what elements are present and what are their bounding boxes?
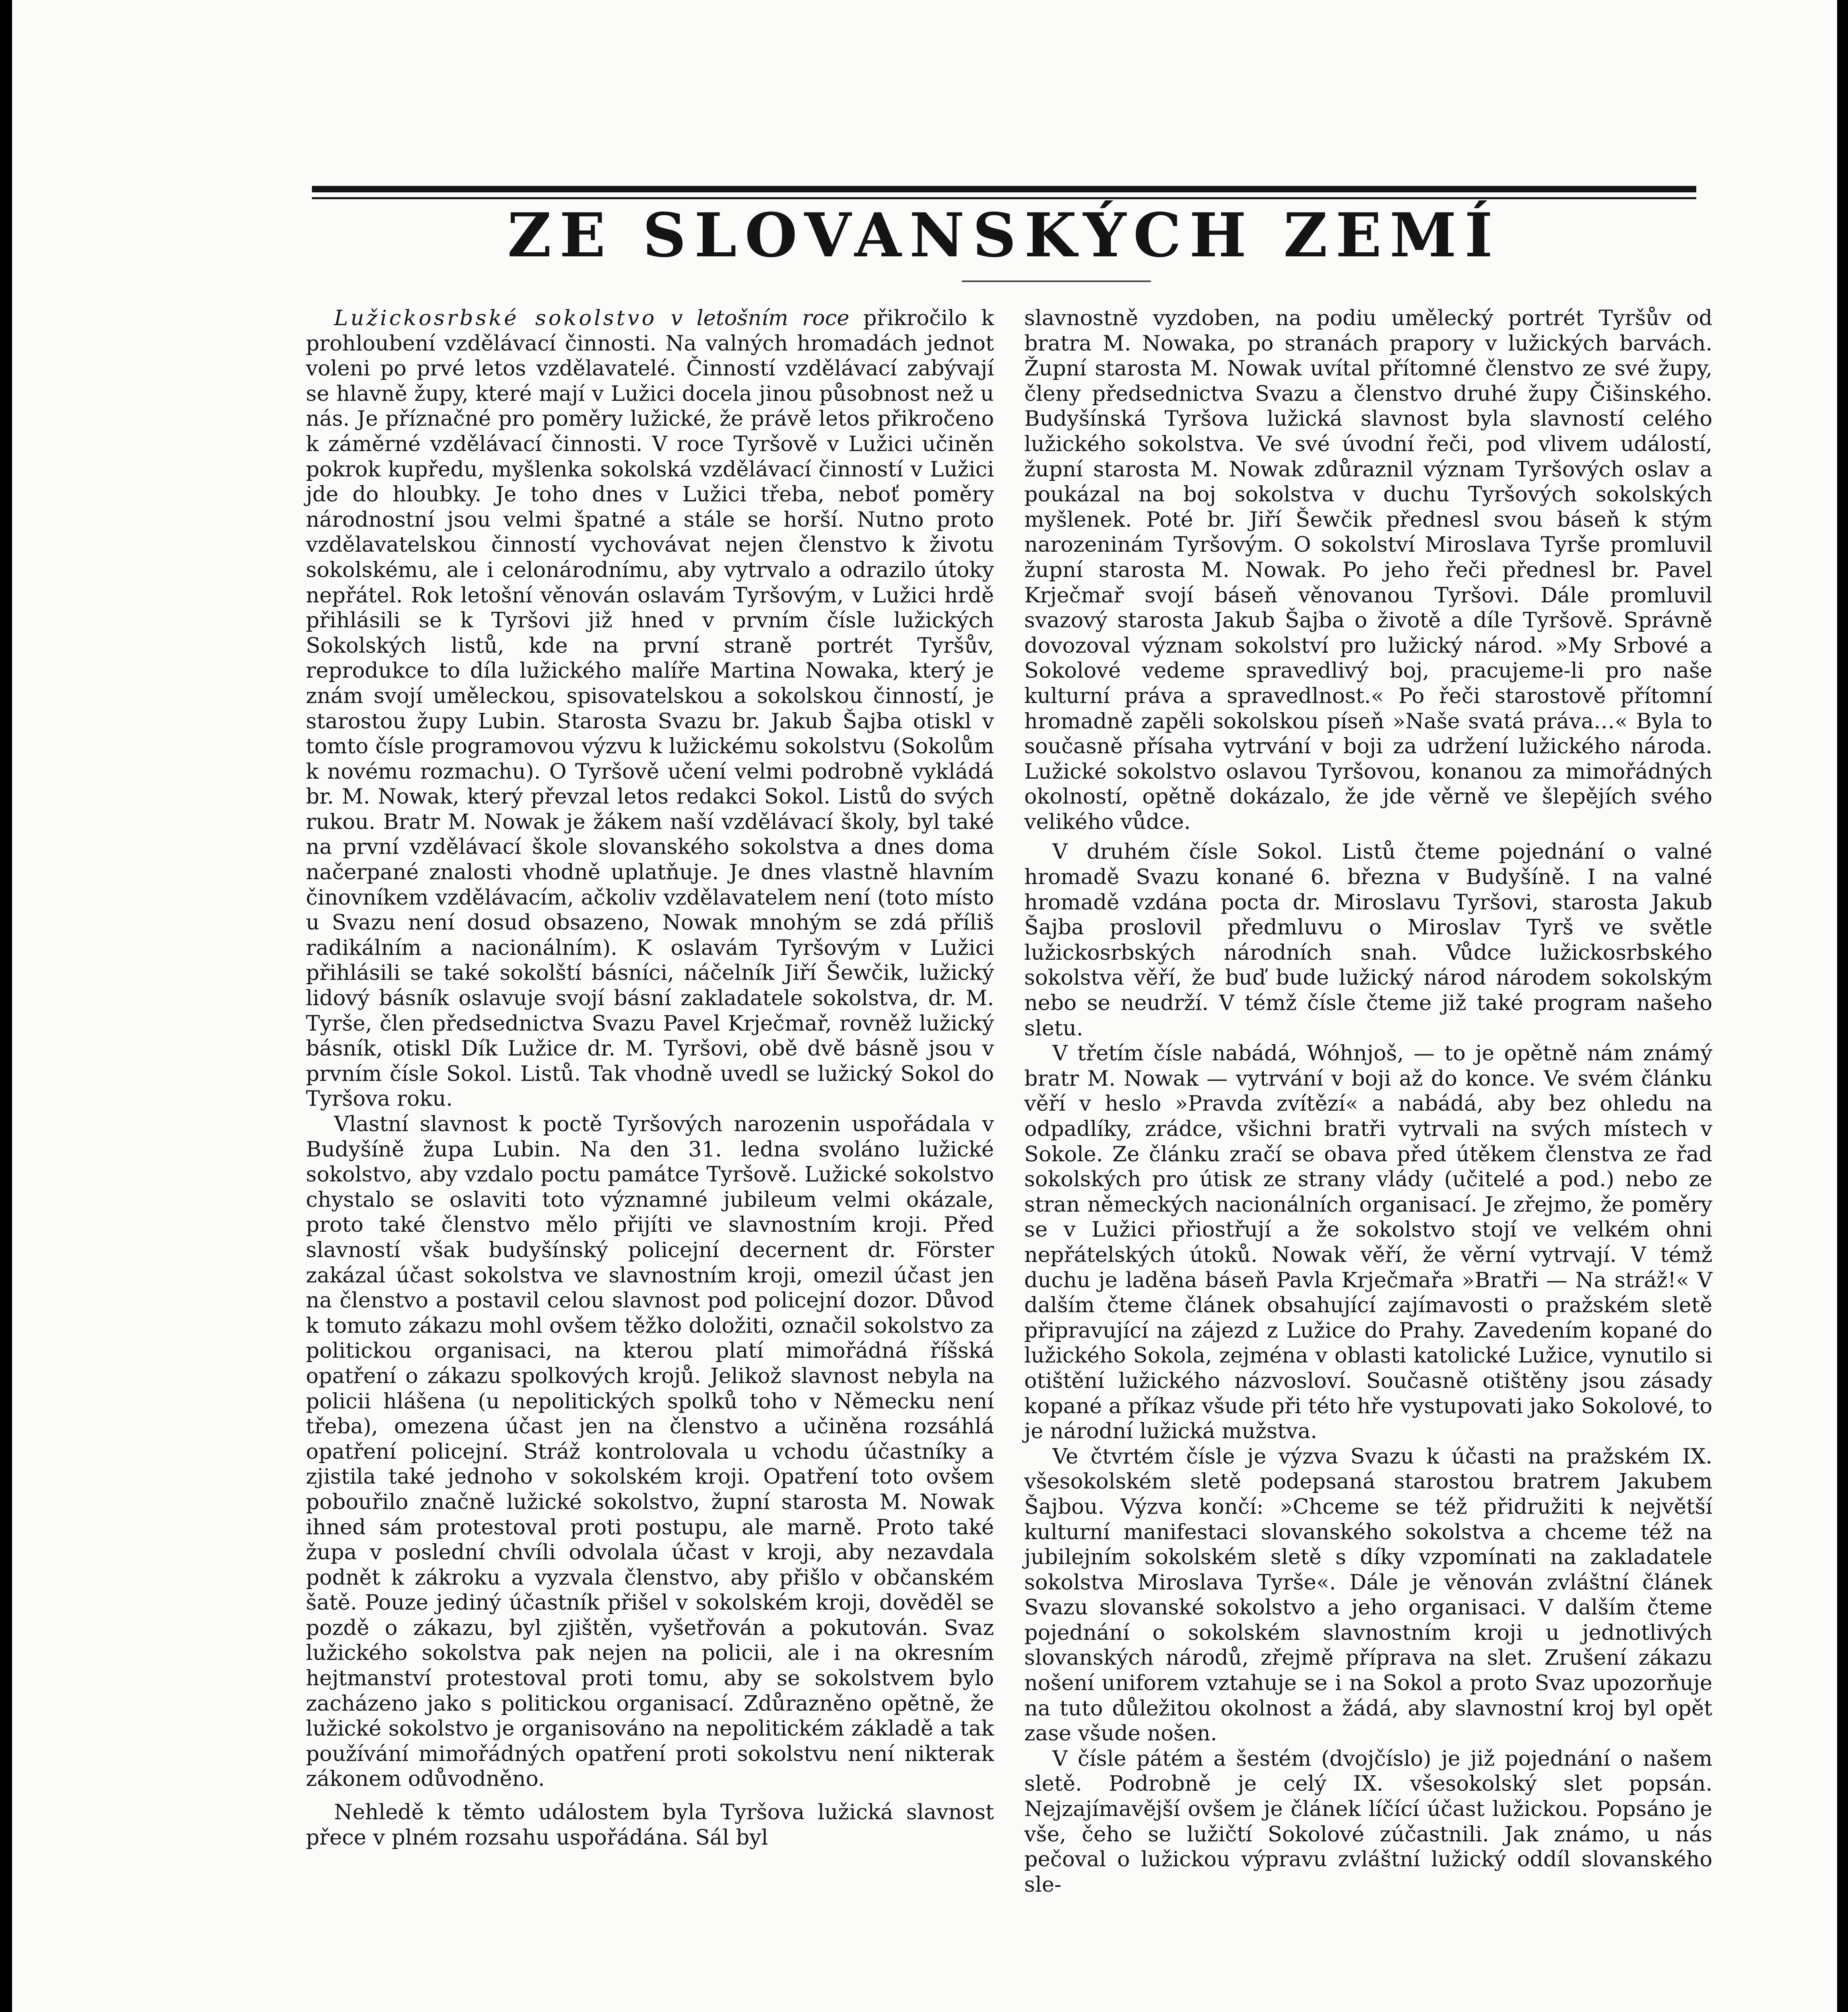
section-title: ZE SLOVANSKÝCH ZEMÍ [507, 200, 1501, 271]
article-paragraph [306, 306, 994, 1112]
article-paragraph: V druhém čísle Sokol. Listů čteme pojednání o valné hromadě Svazu konané 6. března v Budyšíně. I na valné hromadě vzdána pocta dr. Miroslavu Tyršovi, starosta Jakub Šajba proslovil předmluvu o Miroslav Tyrš ve světle lužickosrbských národních snah. Vůdce lužickosrbského sokolstva věří, že buď bude lužický národ národem sokolským nebo se neudrží. V témž čísle čteme již také program našeho sletu. [1024, 839, 1712, 1041]
article-paragraph: Nehledě k těmto událostem byla Tyršova lužická slavnost přece v plném rozsahu uspořádána. Sál byl [306, 1800, 994, 1850]
right-column [1024, 306, 1712, 1897]
article-paragraph: V čísle pátém a šestém (dvojčíslo) je již pojednání o našem sletě. Podrobně je celý IX. všesokolský slet popsán. Nejzajímavější ovšem je článek líčící účast lužickou. Popsáno je vše, čeho se lužičtí Sokolové zúčastnili. Jak známo, u nás pečoval o lužickou výpravu zvláštní lužický oddíl slovanského sle- [1024, 1746, 1712, 1897]
title-underline [962, 280, 1151, 282]
article-paragraph: slavnostně vyzdoben, na podiu umělecký portrét Tyršův od bratra M. Nowaka, po stranách prapory v lužických barvách. Župní starosta M. Nowak uvítal přítomné členstvo ze své župy, členy předsednictva Svazu a členstvo druhé župy Čišinského. Budyšínská Tyršova lužická slavnost byla slavností celého lužického sokolstva. Ve své úvodní řeči, pod vlivem událostí, župní starosta M. Nowak zdůraznil význam Tyršových oslav a poukázal na boj sokolstva v duchu Tyršových sokolských myšlenek. Poté br. Jiří Šewčik přednesl svou báseň k stým narozeninám Tyršovým. O sokolství Miroslava Tyrše promluvil župní starosta M. Nowak. Po jeho řeči přednesl br. Pavel Krječmař svojí báseň věnovanou Tyršovi. Dále promluvil svazový starosta Jakub Šajba o životě a díle Tyršově. Správně dovozoval význam sokolství pro lužický národ. »My Srbové a Sokolové vedeme spravedlivý boj, pracujeme-li pro naše kulturní práva a spravedlnost.« Po řeči starostově přítomní hromadně zapěli sokolskou píseň »Naše svatá práva…« Byla to současně přísaha vytrvání v boji za udržení lužického národa. Lužické sokolstvo oslavou Tyršovou, konanou za mimořádných okolností, opětně dokázalo, že jde věrně ve šlepějích svého velikého vůdce. [1024, 306, 1712, 834]
article-paragraph: V třetím čísle nabádá, Wóhnjoš, — to je opětně nám známý bratr M. Nowak — vytrvání v boji až do konce. Ve svém článku věří v heslo »Pravda zvítězí« a nabádá, aby bez ohledu na odpadlíky, zrádce, všichni bratři vytrvali na svých místech v Sokole. Ze článku zračí se obava před útěkem členstva ze řad sokolských pro útisk ze strany vlády (učitelé a pod.) nebo ze stran německých nacionálních organisací. Je zřejmo, že poměry se v Lužici přiostřují a že sokolstvo stojí ve velkém ohni nepřátelských útoků. Nowak věří, že věrní vytrvají. V témž duchu je laděna báseň Pavla Krječmařa »Bratři — Na stráž!« V dalším čteme článek obsahující zajímavosti o pražském sletě připravující na zájezd z Lužice do Prahy. Zavedením kopané do lužického Sokola, zejména v oblasti katolické Lužice, vynutilo si otištění lužického názvosloví. Současně otištěny jsou zásady kopané a příkaz všude při této hře vystupovati jako Sokolové, to je národní lužická mužstva. [1024, 1041, 1712, 1444]
article-paragraph: Vlastní slavnost k poctě Tyršových narozenin uspořádala v Budyšíně župa Lubin. Na den 31. ledna svoláno lužické sokolstvo, aby vzdalo poctu památce Tyršově. Lužické sokolstvo chystalo se oslaviti toto významné jubileum velmi okázale, proto také členstvo mělo přijíti ve slavnostním kroji. Před slavností však budyšínský policejní decernent dr. Förster zakázal účast sokolstva ve slavnostním kroji, omezil účast jen na členstvo a postavil celou slavnost pod policejní dozor. Důvod k tomuto zákazu mohl ovšem těžko doložiti, označil sokolstvo za politickou organisaci, na kterou platí mimořádná říšská opatření o zákazu spolkových krojů. Jelikož slavnost nebyla na policii hlášena (u nepolitických spolků toho v Německu není třeba), omezena účast jen na členstvo a učiněna rozsáhlá opatření policejní. Stráž kontrolovala u vchodu účastníky a zjistila také jednoho v sokolském kroji. Opatření toto ovšem pobouřilo značně lužické sokolstvo, župní starosta M. Nowak ihned sám protestoval proti postupu, ale marně. Proto také župa v poslední chvíli odvolala účast v kroji, aby nezavdala podnět k zákroku a vyzvala členstvo, aby přišlo v občanském šatě. Pouze jediný účastník přišel v sokolském kroji, dověděl se pozdě o zákazu, byl zjištěn, vyšetřován a pokutován. Svaz lužického sokolstva pak nejen na policii, ale i na okresním hejtmanství protestoval proti tomu, aby se sokolstvem bylo zacházeno jako s politickou organisací. Zdůrazněno opětně, že lužické sokolstvo je organisováno na nepolitickém základě a tak používání mimořádných opatření proti sokolstvu není nikterak zákonem odůvodněno. [306, 1112, 994, 1791]
page [12, 0, 1837, 2012]
header-rule-thick [312, 186, 1696, 192]
lead-italic-text: v letošním roce [657, 306, 850, 330]
article-paragraph: Ve čtvrtém čísle je výzva Svazu k účasti na pražském IX. všesokolském sletě podepsaná starostou bratrem Jakubem Šajbou. Výzva končí: »Chceme se též přidružiti k největší kulturní manifestaci slovanského sokolstva a chceme též na jubilejním sokolském sletě s díky vzpomínati na zakladatele sokolstva Miroslava Tyrše«. Dále je věnován zvláštní článek Svazu slovanské sokolstvo a jeho organisaci. V dalším čteme pojednání o sokolském slavnostním kroji u jednotlivých slovanských národů, zřejmě příprava na slet. Zrušení zákazu nošení uniforem vztahuje se i na Sokol a proto Svaz upozorňuje na tuto důležitou okolnost a žádá, aby slavnostní kroj byl opět zase všude nošen. [1024, 1444, 1712, 1746]
paragraph-text: přikročilo k prohloubení vzdělávací činnosti. Na valných hromadách jednot voleni po prvé letos vzdělavatelé. Činností vzdělávací zabývají se hlavně župy, které mají v Lužici docela jinou působnost než u nás. Je příznačné pro poměry lužické, že právě letos přikročeno k záměrné vzdělávací činnosti. V roce Tyršově v Lužici učiněn pokrok kupředu, myšlenka sokolská vzdělávací činností v Lužici jde do hloubky. Je toho dnes v Lužici třeba, neboť poměry národnostní jsou velmi špatné a stále se horší. Nutno proto vzdělavatelskou činností vychovávat nejen členstvo k životu sokolskému, ale i celonárodnímu, aby vytrvalo a odrazilo útoky nepřátel. Rok letošní věnován oslavám Tyršovým, v Lužici hrdě přihlásili se k Tyršovi již hned v prvním čísle lužických Sokolských listů, kde na první straně portrét Tyršův, reprodukce to díla lužického malíře Martina Nowaka, který je znám svojí uměleckou, spisovatelskou a sokolskou činností, je starostou župy Lubin. Starosta Svazu br. Jakub Šajba otiskl v tomto čísle programovou výzvu k lužickému sokolstvu (Sokolům k novému rozmachu). O Tyršově učení velmi podrobně vykládá br. M. Nowak, který převzal letos redakci Sokol. Listů do svých rukou. Bratr M. Nowak je žákem naší vzdělávací školy, byl také na první vzdělávací škole slovanského sokolstva a dnes doma načerpané znalosti vhodně uplatňuje. Je dnes vlastně hlavním činovníkem vzdělávacím, ačkoliv vzdělavatelem není (toto místo u Svazu není dosud obsazeno, Nowak mnohým se zdá příliš radikálním a nacionálním). K oslavám Tyršovým v Lužici přihlásili se také sokolští básníci, náčelník Jiří Šewčik, lužický lidový básník oslavuje svojí básní zakladatele sokolstva, dr. M. Tyrše, člen předsednictva Svazu Pavel Krječmař, rovněž lužický básník, otiskl Dík Lužice dr. M. Tyršovi, obě dvě básně jsou v prvním čísle Sokol. Listů. Tak vhodně uvedl se lužický Sokol do Tyršova roku. [306, 306, 994, 1111]
lead-spaced-text: Lužickosrbské sokolstvo [334, 306, 657, 330]
header-rule-thin [312, 197, 1696, 199]
left-column [306, 306, 994, 1850]
